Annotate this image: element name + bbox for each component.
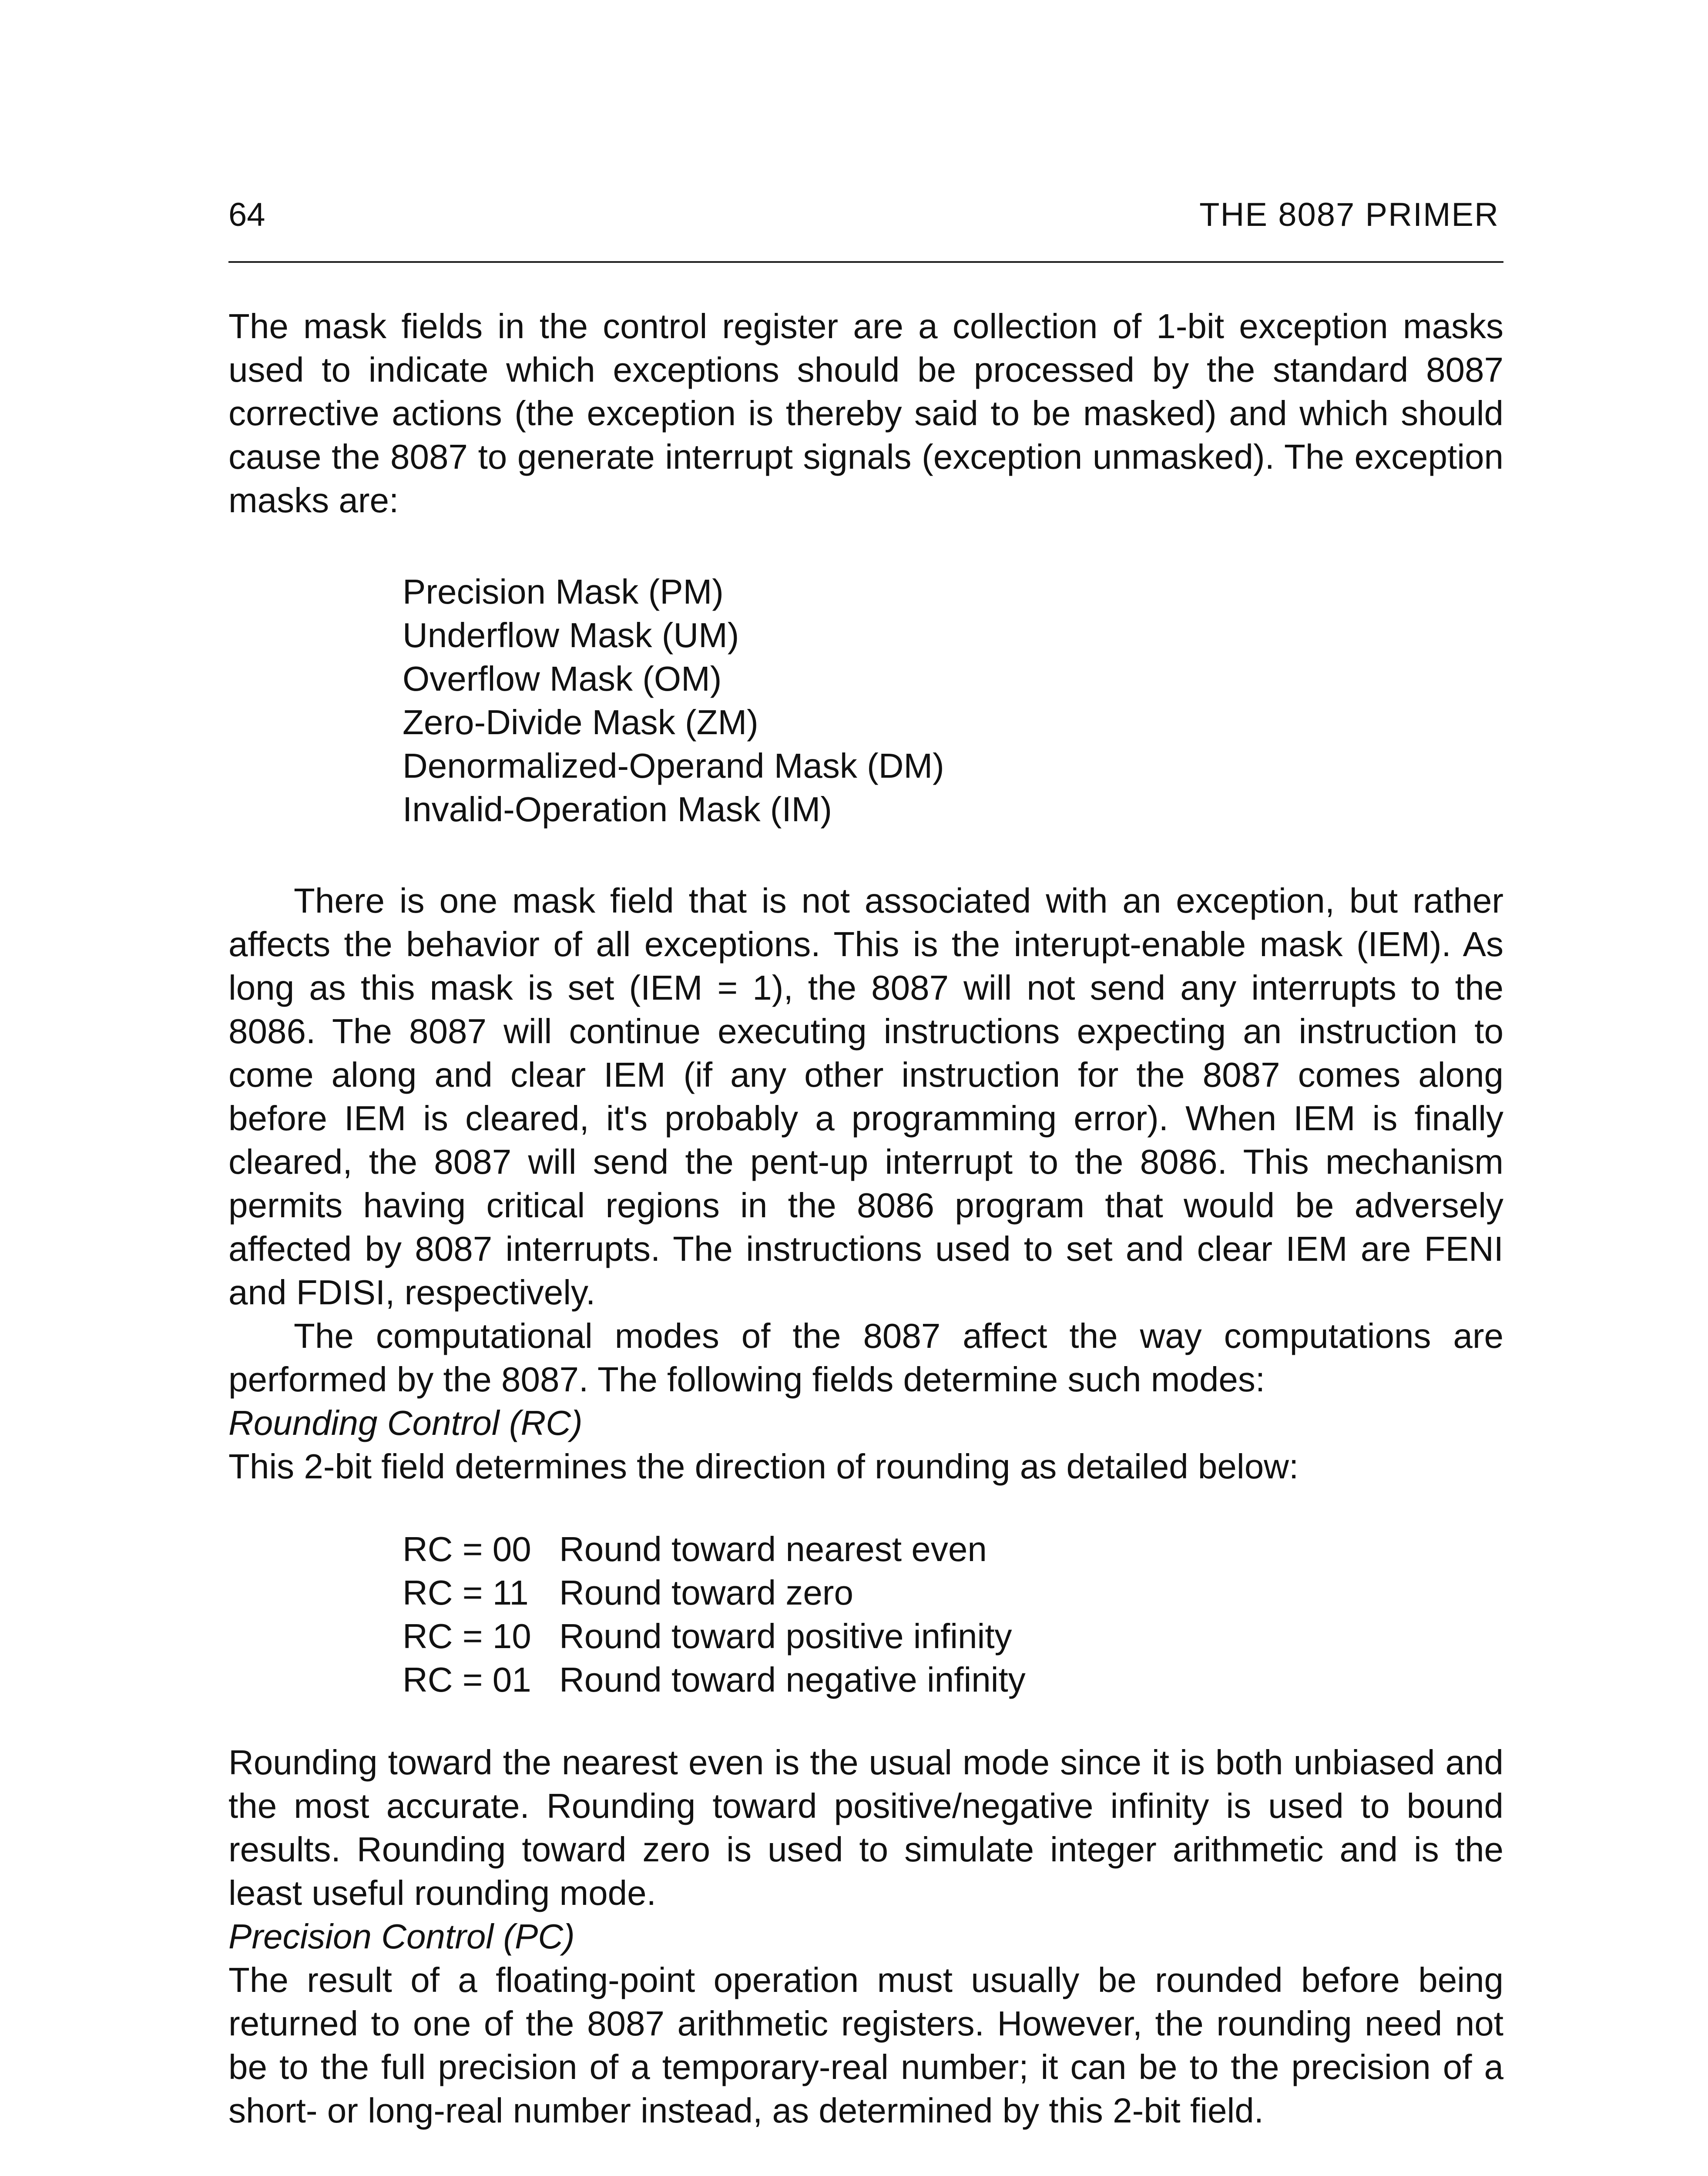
- rc-description: Round toward nearest even: [559, 1530, 987, 1568]
- modes-paragraph: The computational modes of the 8087 affect the way computations are performed by the 8087. The following fields determine such modes:: [228, 1316, 1503, 1399]
- precision-control-heading: Precision Control (PC): [228, 1917, 575, 1956]
- iem-paragraph: There is one mask field that is not associated with an exception, but rather affects the behavior of all exceptions. This is the interupt-enable mask (IEM). As long as this mask is set (IEM = 1), the 8087 will not send any interrupts to the 8086. The 8087 will continue executing instructions expecting an instruction to come along and clear IEM (if any other instruction for the 8087 comes along before IEM is cleared, it's probably a programming error). When IEM is finally cleared, the 8087 will send the pent-up interrupt to the 8086. This mechanism permits having critical regions in the 8086 program that would be adversely affected by 8087 interrupts. The instructions used to set and clear IEM are FENI and FDISI, respectively.: [228, 881, 1503, 1312]
- table-row: [403, 1658, 1026, 1702]
- rounding-control-intro: This 2-bit field determines the direction of rounding as detailed below:: [228, 1447, 1299, 1486]
- table-row: [403, 1615, 1026, 1658]
- table-row: [403, 1571, 1026, 1615]
- list-item: Zero-Divide Mask (ZM): [403, 703, 758, 742]
- page-header: [228, 196, 1499, 248]
- rc-code: RC = 00: [403, 1530, 531, 1568]
- exception-mask-list: [403, 570, 1503, 831]
- list-item: Precision Mask (PM): [403, 572, 724, 611]
- header-rule: [228, 261, 1503, 263]
- list-item: Overflow Mask (OM): [403, 659, 722, 698]
- rounding-modes-table: [403, 1528, 1026, 1702]
- rc-description: Round toward zero: [559, 1573, 853, 1612]
- rounding-note-paragraph: Rounding toward the nearest even is the usual mode since it is both unbiased and the most accurate. Rounding toward positive/negative infinity is used to bound results. Rounding toward zero is used to simulate integer arithmetic and is the least useful rounding mode.: [228, 1743, 1503, 1912]
- list-item: Denormalized-Operand Mask (DM): [403, 746, 944, 785]
- rc-description: Round toward negative infinity: [559, 1660, 1026, 1699]
- rc-code: RC = 11: [403, 1573, 529, 1612]
- rc-code: RC = 01: [403, 1660, 531, 1699]
- mask-intro-paragraph: The mask fields in the control register are a collection of 1-bit exception masks used to indicate which exceptions should be processed by the standard 8087 corrective actions (the exception is thereby said to be masked) and which should cause the 8087 to generate interrupt signals (exception unmasked). The exception masks are:: [228, 307, 1503, 520]
- rc-code: RC = 10: [403, 1617, 531, 1656]
- table-row: [403, 1528, 1026, 1571]
- page-number: 64: [228, 196, 265, 233]
- rounding-control-heading: Rounding Control (RC): [228, 1404, 583, 1442]
- list-item: Invalid-Operation Mask (IM): [403, 790, 832, 829]
- running-head: THE 8087 PRIMER: [1199, 196, 1499, 233]
- precision-control-body: The result of a floating-point operation must usually be rounded before being returned to one of the 8087 arithmetic registers. However, the rounding need not be to the full precision of a temporary-real number; it can be to the precision of a short- or long-real number instead, as determined by this 2-bit field.: [228, 1961, 1503, 2130]
- rc-description: Round toward positive infinity: [559, 1617, 1012, 1656]
- list-item: Underflow Mask (UM): [403, 616, 739, 655]
- page-body: [228, 305, 1503, 2132]
